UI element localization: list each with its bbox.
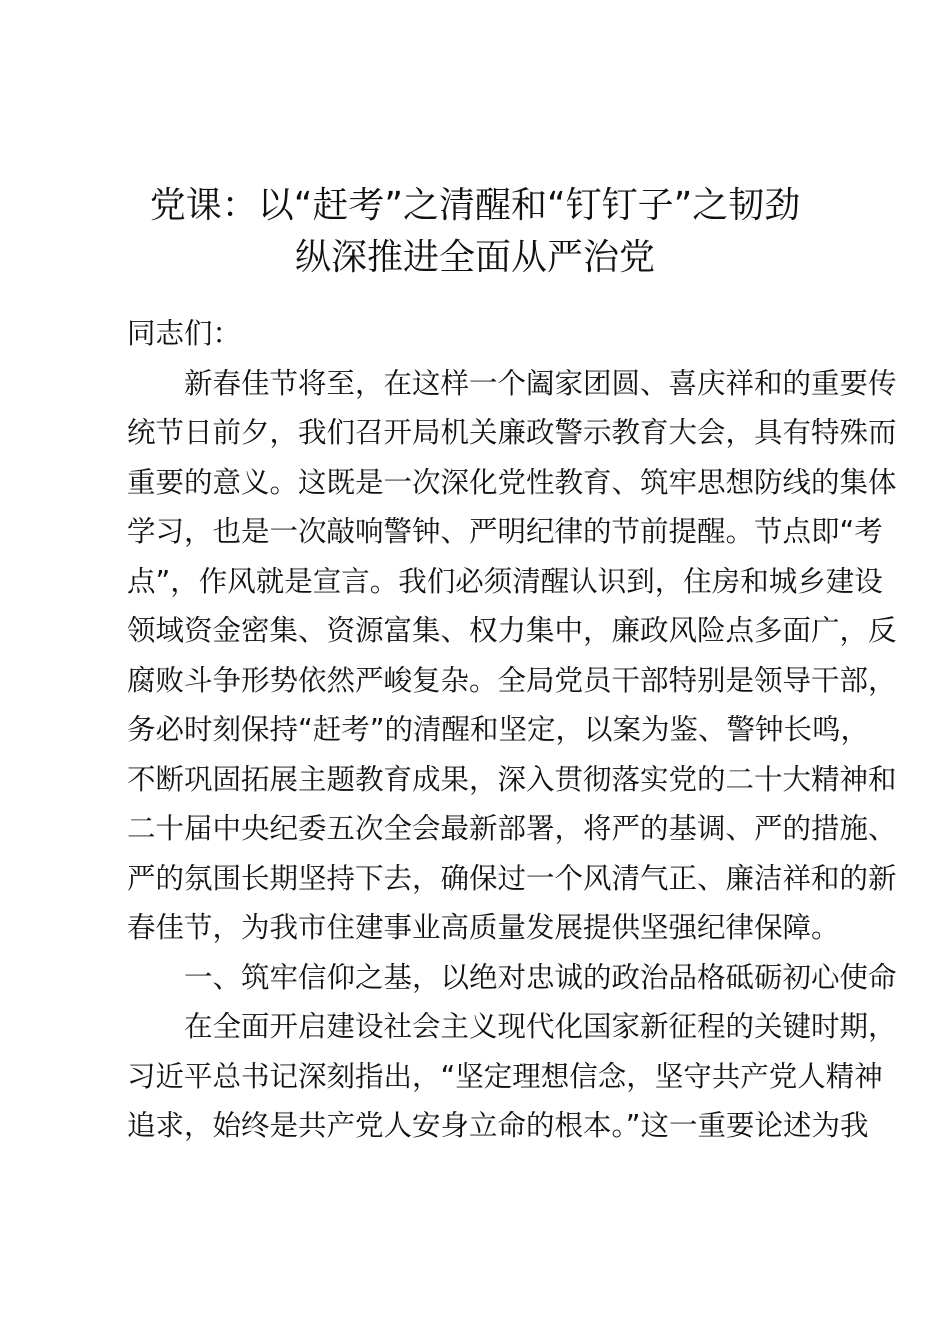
text-line: 领域资金密集、资源富集、权力集中，廉政风险点多面广，反 [127, 614, 897, 647]
text-line: 严的氛围长期坚持下去，确保过一个风清气正、廉洁祥和的新 [127, 861, 897, 895]
text-line: 不断巩固拓展主题教育成果，深入贯彻落实党的二十大精神和 [127, 762, 897, 796]
text-line: 务必时刻保持“赶考”的清醒和坚定，以案为鉴、警钟长鸣， [127, 713, 870, 746]
salutation-text: 同志们： [127, 317, 242, 350]
text-line: 追求，始终是共产党人安身立命的根本。”这一重要论述为我 [127, 1109, 869, 1142]
document-title [100, 180, 850, 284]
paragraph-intro [127, 359, 897, 953]
paragraph-section-1 [127, 1002, 897, 1151]
section-heading-text: 一、筑牢信仰之基，以绝对忠诚的政治品格砥砺初心使命 [184, 960, 897, 994]
title-line-2: 纵深推进全面从严治党 [294, 237, 655, 278]
document-body [127, 309, 897, 1151]
text-line: 腐败斗争形势依然严峻复杂。全局党员干部特别是领导干部， [127, 663, 897, 697]
text-line: 点”，作风就是宣言。我们必须清醒认识到，住房和城乡建设 [127, 564, 883, 598]
text-line: 学习，也是一次敲响警钟、严明纪律的节前提醒。节点即“考 [127, 515, 883, 548]
text-line: 春佳节，为我市住建事业高质量发展提供坚强纪律保障。 [127, 911, 840, 944]
title-line-1: 党课：以“赶考”之清醒和“钉钉子”之韧劲 [149, 185, 801, 226]
text-line: 二十届中央纪委五次全会最新部署，将严的基调、严的措施、 [127, 812, 897, 845]
text-line: 习近平总书记深刻指出，“坚定理想信念，坚守共产党人精神 [127, 1059, 883, 1093]
text-line: 在全面开启建设社会主义现代化国家新征程的关键时期， [184, 1010, 897, 1043]
section-heading-1 [127, 953, 897, 1003]
text-line: 统节日前夕，我们召开局机关廉政警示教育大会，具有特殊而 [127, 416, 897, 449]
text-line: 重要的意义。这既是一次深化党性教育、筑牢思想防线的集体 [127, 465, 897, 499]
text-line: 新春佳节将至，在这样一个阖家团圆、喜庆祥和的重要传 [184, 366, 897, 400]
salutation [127, 309, 833, 359]
